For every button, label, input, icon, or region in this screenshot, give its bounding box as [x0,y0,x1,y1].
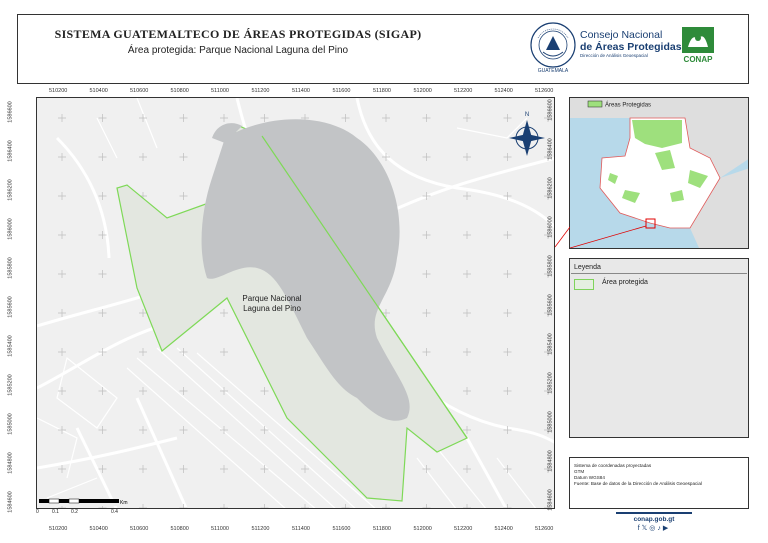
main-map[interactable] [36,97,555,509]
scale-label: 0.1 [52,509,59,515]
y-tick-label: 1584800 [7,452,14,474]
x-tick-label: 511200 [251,88,270,94]
x-icon[interactable]: 𝕏 [641,525,650,532]
x-tick-label: 511600 [332,526,351,532]
scale-label: 0 [36,509,39,515]
coordinate-info [569,457,749,509]
y-tick-label-right: 1586600 [547,99,554,121]
y-tick-label: 1585600 [7,296,14,318]
scale-bar [37,499,128,506]
y-tick-label-right: 1585000 [547,411,554,433]
y-tick-label: 1585200 [7,374,14,396]
y-tick-label-right: 1586000 [547,216,554,238]
website-link[interactable]: conap.gob.gt [633,516,675,523]
info-line: Sistema de coordenadas proyectadas [574,463,652,468]
youtube-icon[interactable]: ▶ [662,525,671,532]
x-tick-label: 511000 [211,526,229,532]
scale-label: 0.2 [71,509,78,515]
y-tick-label-right: 1585200 [547,372,554,394]
info-line: Datum WGS84 [574,475,605,481]
y-tick-label-right: 1585800 [547,255,554,277]
x-tick-label: 512200 [454,526,473,532]
scale-unit: Km [120,500,128,506]
org-line2: de Áreas Protegidas [580,41,682,53]
x-tick-label: 510200 [49,88,68,94]
x-tick-label: 510600 [130,526,149,532]
x-tick-label: 512000 [413,88,432,94]
x-tick-label: 511600 [332,88,351,94]
conap-logo-text: CONAP [683,55,713,64]
footer [614,512,694,538]
map-header [17,14,749,84]
main-map-canvas[interactable] [37,98,555,509]
guatemala-seal-icon [528,20,578,74]
y-tick-label-right: 1586200 [547,177,554,199]
x-tick-label: 511800 [373,88,391,94]
x-tick-label: 510800 [170,88,189,94]
locator-inset-map[interactable] [569,97,749,249]
x-tick-label: 511400 [292,88,310,94]
legend-panel [569,258,749,438]
scale-label: 0.4 [111,509,118,515]
y-tick-label-right: 1584800 [547,450,554,472]
info-line: Fuente: Base de datos de la Dirección de Análisis Geoespacial [574,481,702,487]
x-tick-label: 510400 [89,88,108,94]
legend-swatch-protected-area [574,279,594,290]
legend-title: Leyenda [574,264,601,271]
x-tick-label: 512600 [535,526,554,532]
locator-connector [555,225,570,255]
map-subtitle: Área protegida: Parque Nacional Laguna del Pino [127,45,349,56]
legend-label-protected-area: Área protegida [602,279,648,286]
info-line: GTM [574,469,585,475]
org-line1: Consejo Nacional [580,29,663,41]
y-tick-label-right: 1585400 [547,333,554,355]
x-tick-label: 511000 [211,88,229,94]
y-tick-label: 1586200 [7,179,14,201]
x-tick-label: 510200 [49,526,68,532]
social-icons [614,524,694,532]
inset-legend-label: Áreas Protegidas [605,102,652,109]
y-tick-label-right: 1584600 [547,489,554,511]
y-tick-label-right: 1586400 [547,138,554,160]
x-tick-label: 512000 [413,526,432,532]
x-tick-label: 510800 [170,526,189,532]
instagram-icon[interactable]: ◎ [649,525,658,532]
y-tick-label: 1586000 [7,218,14,240]
map-title: SISTEMA GUATEMALTECO DE ÁREAS PROTEGIDAS (SIGAP) [54,27,422,41]
conap-logo-icon [680,25,716,65]
park-label-line2: Laguna del Pino [243,304,301,313]
park-label-line1: Parque Nacional [242,294,302,303]
facebook-icon[interactable]: f [637,525,642,532]
seal-caption: GUATEMALA [537,68,569,74]
y-tick-label: 1585000 [7,413,14,435]
y-tick-label: 1585800 [7,257,14,279]
y-tick-label: 1585400 [7,335,14,357]
x-tick-label: 511400 [292,526,310,532]
org-line3: Dirección de Análisis Geoespacial [580,53,648,58]
y-tick-label: 1584600 [7,491,14,513]
north-label: N [524,112,530,118]
x-tick-label: 510400 [89,526,108,532]
x-tick-label: 512600 [535,88,554,94]
x-tick-label: 512200 [454,88,473,94]
x-tick-label: 510600 [130,88,149,94]
locator-map-canvas [570,98,749,249]
scale-labels [36,509,156,517]
y-tick-label: 1586600 [7,101,14,123]
x-tick-label: 512400 [494,526,513,532]
inset-legend-swatch [588,101,602,107]
x-tick-label: 512400 [494,88,513,94]
y-tick-label: 1586400 [7,140,14,162]
y-tick-label-right: 1585600 [547,294,554,316]
x-tick-label: 511200 [251,526,270,532]
x-tick-label: 511800 [373,526,391,532]
org-name [580,29,690,58]
tiktok-icon[interactable]: ♪ [657,525,663,532]
legend-divider [571,273,747,274]
footer-rule [616,512,692,514]
